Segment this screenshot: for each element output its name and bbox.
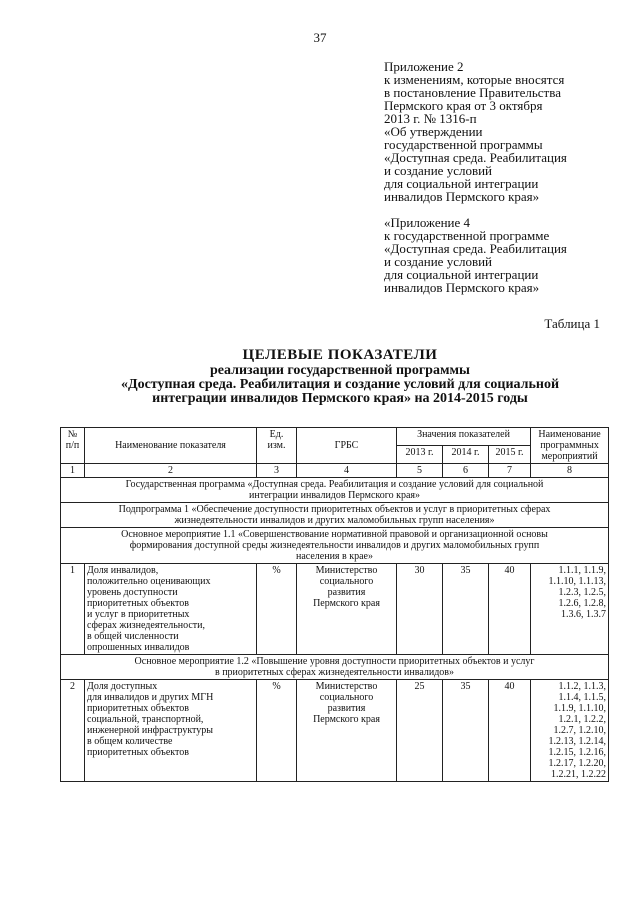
column-number: 5: [397, 464, 443, 478]
appendix-line: и создание условий: [384, 163, 493, 178]
header-unit: [257, 428, 297, 464]
row-events: [531, 564, 609, 655]
appendix-block: [384, 60, 624, 294]
header-events-line: мероприятий: [541, 451, 598, 462]
indicator-line: положительно оценивающих: [87, 576, 211, 587]
indicator-line: приоритетных объектов: [87, 598, 189, 609]
indicator-line: сферах жизнедеятельности,: [87, 620, 206, 631]
appendix2-line: к государственной программе: [384, 228, 550, 243]
indicator-line: инженерной инфраструктуры: [87, 725, 214, 736]
page-number: 37: [313, 30, 327, 45]
indicator-line: в общей численности: [87, 631, 179, 642]
header-events: [531, 428, 609, 464]
appendix-line: государственной программы: [384, 137, 543, 152]
event-line: 1.3.6, 1.3.7: [561, 609, 607, 620]
row-grbs: [297, 564, 397, 655]
grbs-line: Пермского края: [313, 714, 380, 725]
appendix2-line: «Приложение 4: [384, 215, 471, 230]
section-line: Основное мероприятие 1.2 «Повышение уровня доступности приоритетных объектов и услуг: [134, 656, 535, 667]
column-number: 4: [297, 464, 397, 478]
appendix-line: к изменениям, которые вносятся: [384, 72, 565, 87]
table-row: [61, 680, 609, 782]
header-num-line: п/п: [65, 440, 80, 451]
grbs-line: социального: [319, 576, 374, 587]
document-heading: [60, 348, 620, 406]
section-line: Государственная программа «Доступная среда. Реабилитация и создание условий для социальной: [125, 479, 544, 490]
event-line: 1.1.2, 1.1.3,: [558, 681, 607, 692]
section-subprogram-row: [61, 503, 609, 528]
grbs-line: Министерство: [315, 565, 378, 576]
indicator-line: в общем количестве: [87, 736, 173, 747]
row-num: 1: [61, 564, 85, 655]
section-measure-1-2: [61, 655, 609, 680]
header-grbs: ГРБС: [297, 428, 397, 464]
section-measure-1-1: [61, 528, 609, 564]
indicator-line: Доля доступных: [87, 681, 158, 692]
indicator-line: Доля инвалидов,: [87, 565, 159, 576]
appendix-line: 2013 г. № 1316-п: [384, 111, 477, 126]
section-line: интеграции инвалидов Пермского края»: [249, 490, 420, 501]
appendix2-line: для социальной интеграции: [384, 267, 539, 282]
section-line: Основное мероприятие 1.1 «Совершенствование нормативной правовой и организационной основы: [121, 529, 548, 540]
appendix2-line: инвалидов Пермского края»: [384, 280, 540, 295]
grbs-line: развития: [327, 703, 366, 714]
section-measure-1-2-row: [61, 655, 609, 680]
header-num: [61, 428, 85, 464]
event-line: 1.2.3, 1.2.5,: [558, 587, 607, 598]
column-number: 7: [489, 464, 531, 478]
row-grbs: [297, 680, 397, 782]
indicator-line: приоритетных объектов: [87, 747, 189, 758]
column-number: 2: [85, 464, 257, 478]
event-line: 1.2.21, 1.2.22: [551, 769, 607, 780]
row-events: [531, 680, 609, 782]
column-number: 3: [257, 464, 297, 478]
event-line: 1.2.13, 1.2.14,: [548, 736, 607, 747]
appendix-line: в постановление Правительства: [384, 85, 561, 100]
indicator-line: уровень доступности: [87, 587, 178, 598]
event-line: 1.1.1, 1.1.9,: [558, 565, 607, 576]
section-program-row: [61, 478, 609, 503]
header-year-2015: 2015 г.: [489, 446, 531, 464]
appendix2-line: и создание условий: [384, 254, 493, 269]
targets-table: [60, 427, 609, 782]
section-subprogram: [61, 503, 609, 528]
row-unit: %: [257, 680, 297, 782]
header-events-line: программных: [540, 440, 599, 451]
event-line: 1.2.6, 1.2.8,: [558, 598, 607, 609]
indicator-line: и услуг в приоритетных: [87, 609, 190, 620]
section-line: формирования доступной среды жизнедеятельности инвалидов и других маломобильных групп: [129, 540, 540, 551]
header-year-2013: 2013 г.: [397, 446, 443, 464]
appendix2-line: «Доступная среда. Реабилитация: [384, 241, 567, 256]
appendix-line: Пермского края от 3 октября: [384, 98, 543, 113]
row-value-2014: 35: [443, 680, 489, 782]
heading-line: интеграции инвалидов Пермского края» на 2014-2015 годы: [152, 391, 528, 406]
indicator-line: приоритетных объектов: [87, 703, 189, 714]
header-values: Значения показателей: [397, 428, 531, 446]
header-num-line: №: [67, 429, 78, 440]
column-number: 6: [443, 464, 489, 478]
indicator-line: опрошенных инвалидов: [87, 642, 190, 653]
column-number: 8: [531, 464, 609, 478]
appendix-line: «Об утверждении: [384, 124, 483, 139]
row-num: 2: [61, 680, 85, 782]
section-program: [61, 478, 609, 503]
row-value-2013: 30: [397, 564, 443, 655]
header-year-2014: 2014 г.: [443, 446, 489, 464]
column-number-row: [61, 464, 609, 478]
row-value-2014: 35: [443, 564, 489, 655]
event-line: 1.2.1, 1.2.2,: [558, 714, 607, 725]
table-label: Таблица 1: [544, 316, 600, 331]
row-unit: %: [257, 564, 297, 655]
section-line: жизнедеятельности инвалидов и других маломобильных групп населения»: [174, 515, 495, 526]
header-name: Наименование показателя: [85, 428, 257, 464]
event-line: 1.2.17, 1.2.20,: [548, 758, 607, 769]
row-indicator-name: [85, 564, 257, 655]
event-line: 1.1.9, 1.1.10,: [553, 703, 607, 714]
section-line: населения в крае»: [296, 551, 373, 562]
grbs-line: Министерство: [315, 681, 378, 692]
grbs-line: развития: [327, 587, 366, 598]
appendix-line: Приложение 2: [384, 59, 464, 74]
column-number: 1: [61, 464, 85, 478]
header-unit-line: Ед.: [269, 429, 284, 440]
event-line: 1.1.4, 1.1.5,: [558, 692, 607, 703]
section-line: Подпрограмма 1 «Обеспечение доступности приоритетных объектов и услуг в приоритетных сферах: [118, 504, 551, 515]
section-line: в приоритетных сферах жизнедеятельности инвалидов»: [214, 667, 455, 678]
indicator-line: социальной, транспортной,: [87, 714, 204, 725]
grbs-line: Пермского края: [313, 598, 380, 609]
row-indicator-name: [85, 680, 257, 782]
section-measure-1-1-row: [61, 528, 609, 564]
indicator-line: для инвалидов и других МГН: [87, 692, 214, 703]
appendix-line: для социальной интеграции: [384, 176, 539, 191]
appendix-line: инвалидов Пермского края»: [384, 189, 540, 204]
grbs-line: социального: [319, 692, 374, 703]
heading-line: «Доступная среда. Реабилитация и создание условий для социальной: [120, 377, 560, 392]
heading-line: реализации государственной программы: [210, 363, 470, 378]
row-value-2015: 40: [489, 680, 531, 782]
appendix-line: «Доступная среда. Реабилитация: [384, 150, 567, 165]
row-value-2015: 40: [489, 564, 531, 655]
row-value-2013: 25: [397, 680, 443, 782]
heading-title: ЦЕЛЕВЫЕ ПОКАЗАТЕЛИ: [242, 347, 438, 363]
table-row: [61, 564, 609, 655]
event-line: 1.2.7, 1.2.10,: [553, 725, 607, 736]
header-unit-line: изм.: [267, 440, 286, 451]
event-line: 1.1.10, 1.1.13,: [548, 576, 607, 587]
event-line: 1.2.15, 1.2.16,: [548, 747, 607, 758]
header-events-line: Наименование: [538, 429, 601, 440]
